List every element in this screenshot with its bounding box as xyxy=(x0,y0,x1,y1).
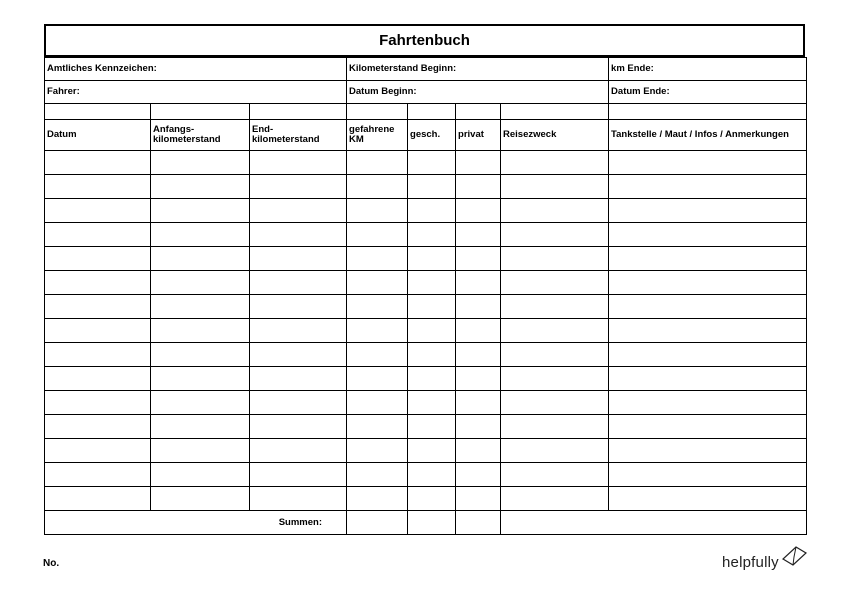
table-cell[interactable] xyxy=(501,175,609,199)
column-header: gefahrene KM xyxy=(347,120,408,151)
column-header: Tankstelle / Maut / Infos / Anmerkungen xyxy=(609,120,807,151)
table-cell[interactable] xyxy=(456,175,501,199)
table-cell[interactable] xyxy=(501,439,609,463)
table-cell[interactable] xyxy=(609,463,807,487)
table-row xyxy=(45,175,807,199)
datum-ende-field[interactable]: Datum Ende: xyxy=(609,81,807,104)
table-cell[interactable] xyxy=(501,367,609,391)
table-cell[interactable] xyxy=(408,319,456,343)
table-cell[interactable] xyxy=(250,391,347,415)
flag-icon xyxy=(781,545,809,569)
column-header: Anfangs- kilometerstand xyxy=(151,120,250,151)
table-cell[interactable] xyxy=(408,175,456,199)
table-cell[interactable] xyxy=(45,223,151,247)
table-cell[interactable] xyxy=(347,439,408,463)
table-cell[interactable] xyxy=(45,151,151,175)
table-cell[interactable] xyxy=(151,439,250,463)
table-cell[interactable] xyxy=(250,439,347,463)
column-header: Reisezweck xyxy=(501,120,609,151)
table-cell[interactable] xyxy=(347,319,408,343)
column-header-row xyxy=(45,120,807,151)
table-cell[interactable] xyxy=(456,439,501,463)
table-cell[interactable] xyxy=(456,391,501,415)
table-cell[interactable] xyxy=(250,271,347,295)
table-cell[interactable] xyxy=(609,415,807,439)
table-cell[interactable] xyxy=(408,223,456,247)
summen-label: Summen: xyxy=(45,511,347,535)
table-cell[interactable] xyxy=(45,367,151,391)
table-cell[interactable] xyxy=(501,199,609,223)
table-cell[interactable] xyxy=(408,391,456,415)
table-cell[interactable] xyxy=(45,247,151,271)
table-cell[interactable] xyxy=(609,487,807,511)
number-label: No. xyxy=(43,558,60,569)
table-cell[interactable] xyxy=(609,175,807,199)
table-cell[interactable] xyxy=(151,319,250,343)
table-cell[interactable] xyxy=(456,223,501,247)
sum-cell[interactable] xyxy=(347,511,408,535)
table-cell[interactable] xyxy=(45,295,151,319)
table-row xyxy=(45,463,807,487)
table-cell[interactable] xyxy=(151,367,250,391)
table-cell[interactable] xyxy=(456,151,501,175)
table-row xyxy=(45,487,807,511)
table-cell[interactable] xyxy=(456,271,501,295)
fahrer-field[interactable]: Fahrer: xyxy=(45,81,347,104)
table-cell[interactable] xyxy=(456,343,501,367)
column-header: gesch. xyxy=(408,120,456,151)
table-cell[interactable] xyxy=(609,199,807,223)
table-row xyxy=(45,223,807,247)
column-header: privat xyxy=(456,120,501,151)
table-cell[interactable] xyxy=(151,415,250,439)
table-cell[interactable] xyxy=(347,391,408,415)
table-cell[interactable] xyxy=(151,175,250,199)
sum-row xyxy=(45,511,807,535)
column-header: Datum xyxy=(45,120,151,151)
sum-cell[interactable] xyxy=(408,511,456,535)
table-cell[interactable] xyxy=(609,391,807,415)
table-cell[interactable] xyxy=(456,367,501,391)
table-cell[interactable] xyxy=(609,247,807,271)
table-row xyxy=(45,367,807,391)
table-cell[interactable] xyxy=(408,463,456,487)
table-cell[interactable] xyxy=(250,367,347,391)
table-cell[interactable] xyxy=(250,319,347,343)
kennzeichen-field[interactable]: Amtliches Kennzeichen: xyxy=(45,58,347,81)
table-cell[interactable] xyxy=(347,415,408,439)
table-cell[interactable] xyxy=(250,247,347,271)
table-cell[interactable] xyxy=(408,415,456,439)
table-cell[interactable] xyxy=(501,295,609,319)
table-cell[interactable] xyxy=(347,199,408,223)
table-cell[interactable] xyxy=(151,223,250,247)
table-cell[interactable] xyxy=(408,151,456,175)
table-cell[interactable] xyxy=(45,415,151,439)
table-cell[interactable] xyxy=(408,487,456,511)
table-cell[interactable] xyxy=(347,463,408,487)
table-cell[interactable] xyxy=(408,199,456,223)
table-cell[interactable] xyxy=(501,247,609,271)
table-cell[interactable] xyxy=(456,415,501,439)
table-cell[interactable] xyxy=(501,343,609,367)
table-cell[interactable] xyxy=(347,223,408,247)
table-cell[interactable] xyxy=(45,199,151,223)
table-row xyxy=(45,151,807,175)
table-cell[interactable] xyxy=(408,247,456,271)
table-cell[interactable] xyxy=(45,487,151,511)
datum-beginn-field[interactable]: Datum Beginn: xyxy=(347,81,609,104)
spacer-row xyxy=(45,104,807,120)
brand-name: helpfully xyxy=(722,554,779,571)
table-cell[interactable] xyxy=(501,271,609,295)
table-cell[interactable] xyxy=(501,391,609,415)
table-cell[interactable] xyxy=(250,151,347,175)
table-cell[interactable] xyxy=(250,295,347,319)
brand-logo xyxy=(722,554,809,571)
table-cell[interactable] xyxy=(151,295,250,319)
table-cell[interactable] xyxy=(347,367,408,391)
table-cell[interactable] xyxy=(609,223,807,247)
km-ende-field[interactable]: km Ende: xyxy=(609,58,807,81)
table-cell[interactable] xyxy=(151,199,250,223)
table-cell[interactable] xyxy=(501,487,609,511)
table-cell[interactable] xyxy=(456,295,501,319)
table-cell[interactable] xyxy=(250,223,347,247)
table-cell[interactable] xyxy=(408,271,456,295)
info-row-2 xyxy=(45,81,807,104)
table-cell[interactable] xyxy=(151,391,250,415)
table-cell[interactable] xyxy=(45,175,151,199)
table-cell[interactable] xyxy=(609,367,807,391)
sum-blank xyxy=(501,511,807,535)
table-cell[interactable] xyxy=(456,247,501,271)
table-cell[interactable] xyxy=(45,271,151,295)
table-row xyxy=(45,391,807,415)
table-cell[interactable] xyxy=(45,391,151,415)
table-cell[interactable] xyxy=(151,247,250,271)
table-cell[interactable] xyxy=(347,151,408,175)
table-cell[interactable] xyxy=(408,295,456,319)
table-cell[interactable] xyxy=(151,463,250,487)
table-cell[interactable] xyxy=(609,151,807,175)
table-row xyxy=(45,343,807,367)
table-cell[interactable] xyxy=(609,319,807,343)
table-row xyxy=(45,199,807,223)
table-cell[interactable] xyxy=(501,319,609,343)
table-cell[interactable] xyxy=(347,175,408,199)
table-cell[interactable] xyxy=(151,151,250,175)
column-header: End- kilometerstand xyxy=(250,120,347,151)
table-cell[interactable] xyxy=(250,487,347,511)
table-cell[interactable] xyxy=(45,319,151,343)
table-cell[interactable] xyxy=(250,199,347,223)
table-cell[interactable] xyxy=(347,247,408,271)
table-row xyxy=(45,247,807,271)
table-row xyxy=(45,415,807,439)
table-cell[interactable] xyxy=(347,487,408,511)
table-cell[interactable] xyxy=(408,367,456,391)
table-cell[interactable] xyxy=(456,487,501,511)
table-cell[interactable] xyxy=(501,463,609,487)
table-cell[interactable] xyxy=(347,343,408,367)
table-cell[interactable] xyxy=(45,439,151,463)
table-cell[interactable] xyxy=(501,223,609,247)
table-cell[interactable] xyxy=(456,463,501,487)
table-cell[interactable] xyxy=(456,199,501,223)
table-cell[interactable] xyxy=(151,343,250,367)
table-cell[interactable] xyxy=(408,343,456,367)
table-cell[interactable] xyxy=(456,319,501,343)
table-cell[interactable] xyxy=(609,343,807,367)
table-row xyxy=(45,439,807,463)
table-cell[interactable] xyxy=(250,415,347,439)
sum-cell[interactable] xyxy=(456,511,501,535)
table-cell[interactable] xyxy=(609,439,807,463)
table-cell[interactable] xyxy=(151,271,250,295)
table-cell[interactable] xyxy=(609,271,807,295)
table-cell[interactable] xyxy=(408,439,456,463)
page-title: Fahrtenbuch xyxy=(44,24,805,57)
table-row xyxy=(45,271,807,295)
table-cell[interactable] xyxy=(347,271,408,295)
table-cell[interactable] xyxy=(45,463,151,487)
table-cell[interactable] xyxy=(250,343,347,367)
table-cell[interactable] xyxy=(250,175,347,199)
table-cell[interactable] xyxy=(45,343,151,367)
table-cell[interactable] xyxy=(501,151,609,175)
table-cell[interactable] xyxy=(151,487,250,511)
table-row xyxy=(45,319,807,343)
km-beginn-field[interactable]: Kilometerstand Beginn: xyxy=(347,58,609,81)
table-cell[interactable] xyxy=(347,295,408,319)
logbook-table xyxy=(44,57,807,535)
table-cell[interactable] xyxy=(501,415,609,439)
table-cell[interactable] xyxy=(609,295,807,319)
info-row-1 xyxy=(45,58,807,81)
table-row xyxy=(45,295,807,319)
table-cell[interactable] xyxy=(250,463,347,487)
